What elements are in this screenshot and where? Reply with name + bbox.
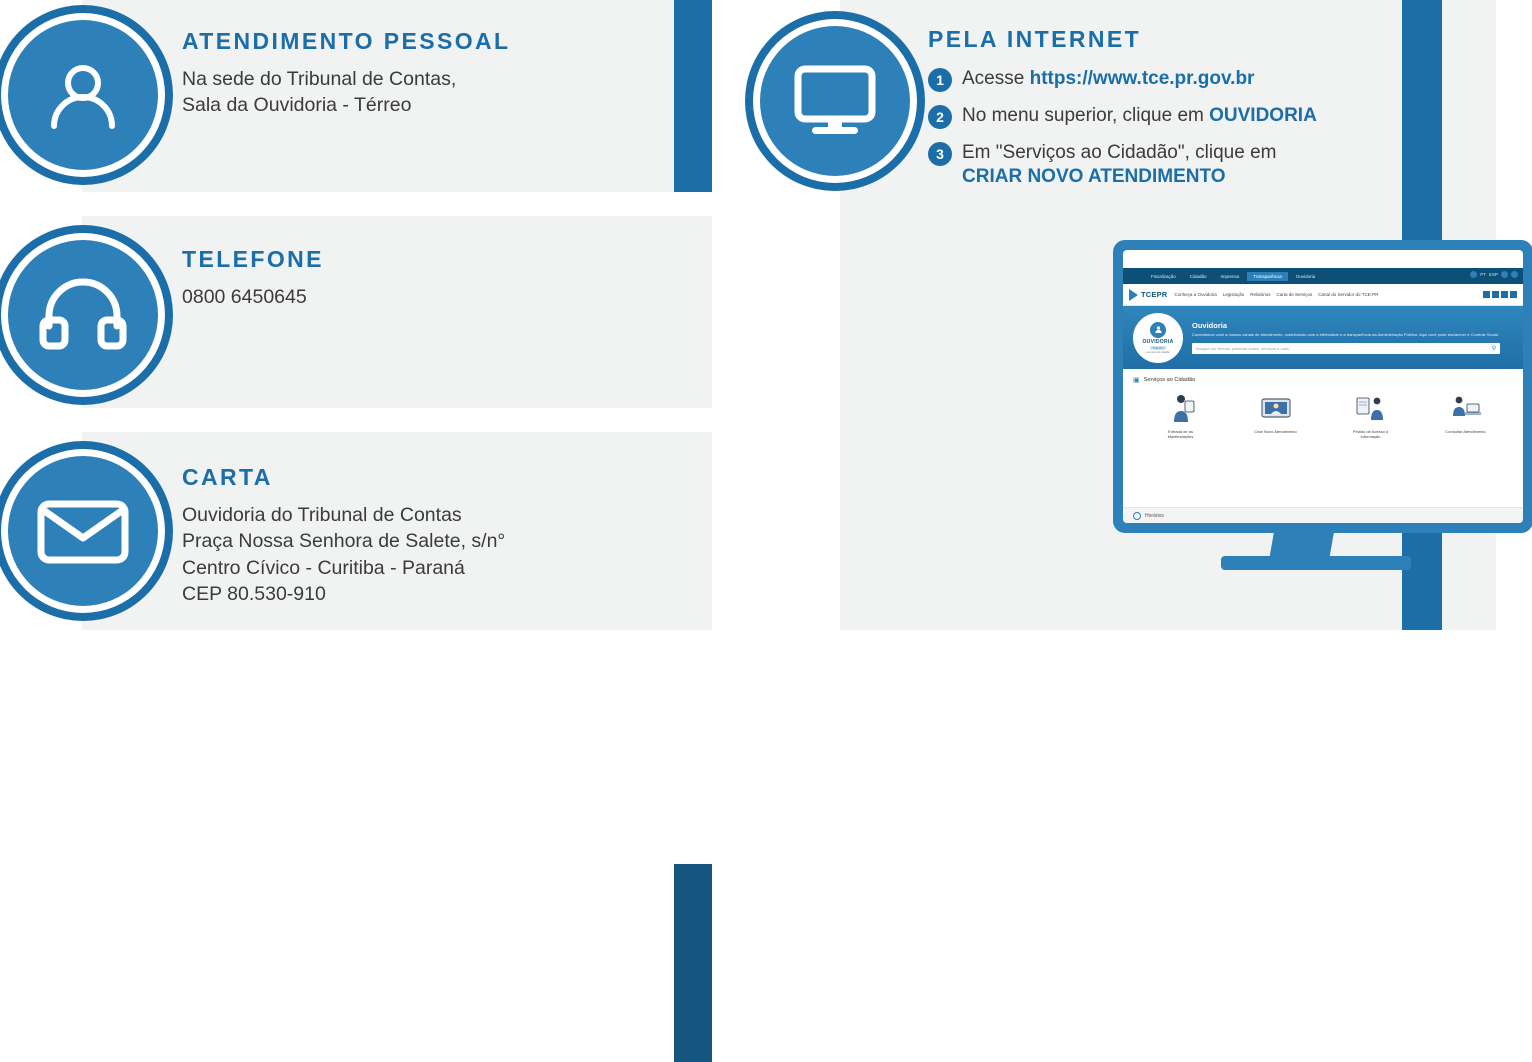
step-2 [928,104,1408,129]
service-pedido-acesso-informacao[interactable] [1331,390,1411,440]
service-caption: Pedido de Acesso a Informação [1352,429,1389,440]
topbar-lang-esp[interactable]: ESP [1488,272,1498,277]
twitter-icon[interactable] [1510,291,1517,298]
nav-social-icons [1483,291,1517,298]
step-number: 3 [928,142,952,166]
info-icon[interactable] [1511,271,1518,278]
headset-icon [8,240,158,390]
step-text-pre: Acesse [962,68,1030,89]
window-dot[interactable] [1493,255,1501,263]
section-title: CARTA [182,464,273,490]
footer-label: Horários [1145,512,1164,519]
nav-item-canal-servidor[interactable]: Canal do Servidor do TCE-PR [1318,292,1379,297]
tcepr-logo[interactable] [1129,289,1167,301]
section-body: Na sede do Tribunal de Contas, Sala da Ouvidoria - Térreo [182,68,457,117]
accent-stripe [674,864,712,1062]
service-caption: Consultar Atendimento [1445,429,1486,434]
footer-bar [1123,507,1523,523]
nav-item-relatorios[interactable]: Relatórios [1250,292,1271,297]
topbar-item-imprensa[interactable]: Imprensa [1220,273,1240,279]
card-telefone [82,216,712,408]
topbar-item-cidadao[interactable]: Cidadão [1189,273,1207,279]
topbar-item-fiscalizacao[interactable]: Fiscalização [1151,273,1176,279]
step-text [962,67,1254,91]
search-placeholder: Busque por termos, palavras-chave, serviços e mais. [1196,345,1291,351]
section-atendimento-pessoal [182,28,510,119]
globe-icon[interactable] [1470,271,1477,278]
hero-banner [1123,306,1523,369]
window-dot[interactable] [1507,255,1515,263]
monitor-screen [1123,250,1523,523]
step-number: 1 [928,68,952,92]
step-number: 2 [928,105,952,129]
ouvidoria-badge [1133,313,1183,363]
services-label: Serviços ao Cidadão [1143,377,1196,383]
play-triangle-icon [1129,289,1138,301]
hero-paragraph: Conectamos você a nossos canais de atendimento, contribuindo com a efetividade e a transparência da Administração Pública. Aqui você pode esclarecer e Controle Social. [1192,332,1499,338]
service-criar-novo-atendimento[interactable] [1236,390,1316,440]
search-input[interactable] [1192,343,1500,354]
youtube-icon[interactable] [1501,291,1508,298]
badge-tagline: a serviço do cidadão [1146,350,1170,354]
site-topbar [1123,268,1523,284]
service-caption: Entrada de as Manifestações [1167,429,1194,440]
step-1 [928,67,1408,92]
badge-title: OUVIDORIA [1142,338,1174,345]
clock-icon [1133,512,1141,520]
monitor-stand-base [1221,556,1411,570]
search-icon[interactable]: ⚲ [1491,345,1497,352]
logo-text: TCEPR [1141,290,1168,299]
ouvidoria-badge-icon [1150,322,1166,338]
hero-text [1192,321,1513,353]
service-illustration [1331,390,1411,424]
badge-subtitle: TCE-PR [1152,345,1164,350]
internet-steps [928,26,1408,202]
nav-item-carta-servicos[interactable]: Carta de Serviços [1276,292,1313,297]
site-nav [1123,284,1523,306]
step-emphasis: CRIAR NOVO ATENDIMENTO [962,166,1226,188]
section-body: 0800 6450645 [182,286,307,308]
topbar-item-transparencia[interactable]: Transparência [1247,272,1288,281]
topbar-utilities [1470,271,1518,278]
right-panel [748,0,1532,630]
service-illustration [1426,390,1506,424]
left-panel [0,0,712,630]
step-text [962,141,1276,190]
section-title: ATENDIMENTO PESSOAL [182,28,511,54]
accent-stripe [674,0,712,192]
window-dot[interactable] [1479,255,1487,263]
service-illustration [1236,390,1316,424]
window-controls[interactable] [1465,255,1515,263]
step-emphasis: OUVIDORIA [1209,105,1317,126]
step-text-pre: No menu superior, clique em [962,105,1210,126]
section-title: PELA INTERNET [928,26,1142,52]
envelope-icon [8,456,158,606]
step-link[interactable]: https://www.tce.pr.gov.br [1029,68,1255,89]
section-title: TELEFONE [182,246,324,272]
services-icon: ▣ [1133,377,1140,384]
service-entrada-manifestacoes[interactable] [1141,390,1221,440]
topbar-lang-pt[interactable]: PT [1480,272,1486,277]
step-3 [928,141,1408,190]
section-body: Ouvidoria do Tribunal de Contas Praça Nossa Senhora de Salete, s/n° Centro Cívico - Curitiba - Paraná CEP 80.530-910 [182,504,506,605]
services-grid [1133,390,1513,440]
instagram-icon[interactable] [1492,291,1499,298]
step-text-pre: Em "Serviços ao Cidadão", clique em [962,142,1277,163]
service-illustration [1141,390,1221,424]
window-dot[interactable] [1465,255,1473,263]
monitor-bezel [1113,240,1532,533]
step-text [962,104,1317,128]
topbar-item-ouvidoria[interactable]: Ouvidoria [1295,273,1316,279]
nav-item-legislacao[interactable]: Legislação [1222,292,1245,297]
service-consultar-atendimento[interactable] [1426,390,1506,440]
monitor-icon [760,26,910,176]
website-mockup [1113,240,1532,535]
service-caption: Criar Novo Atendimento [1254,429,1297,434]
section-carta [182,464,505,607]
facebook-icon[interactable] [1483,291,1490,298]
person-icon [8,20,158,170]
nav-item-conheca-ouvidoria[interactable]: Conheça a Ouvidoria [1174,292,1217,297]
hero-heading: Ouvidoria [1192,321,1228,331]
section-telefone [182,246,324,310]
accessibility-icon[interactable] [1501,271,1508,278]
services-header [1133,376,1513,384]
services-section [1123,369,1523,477]
